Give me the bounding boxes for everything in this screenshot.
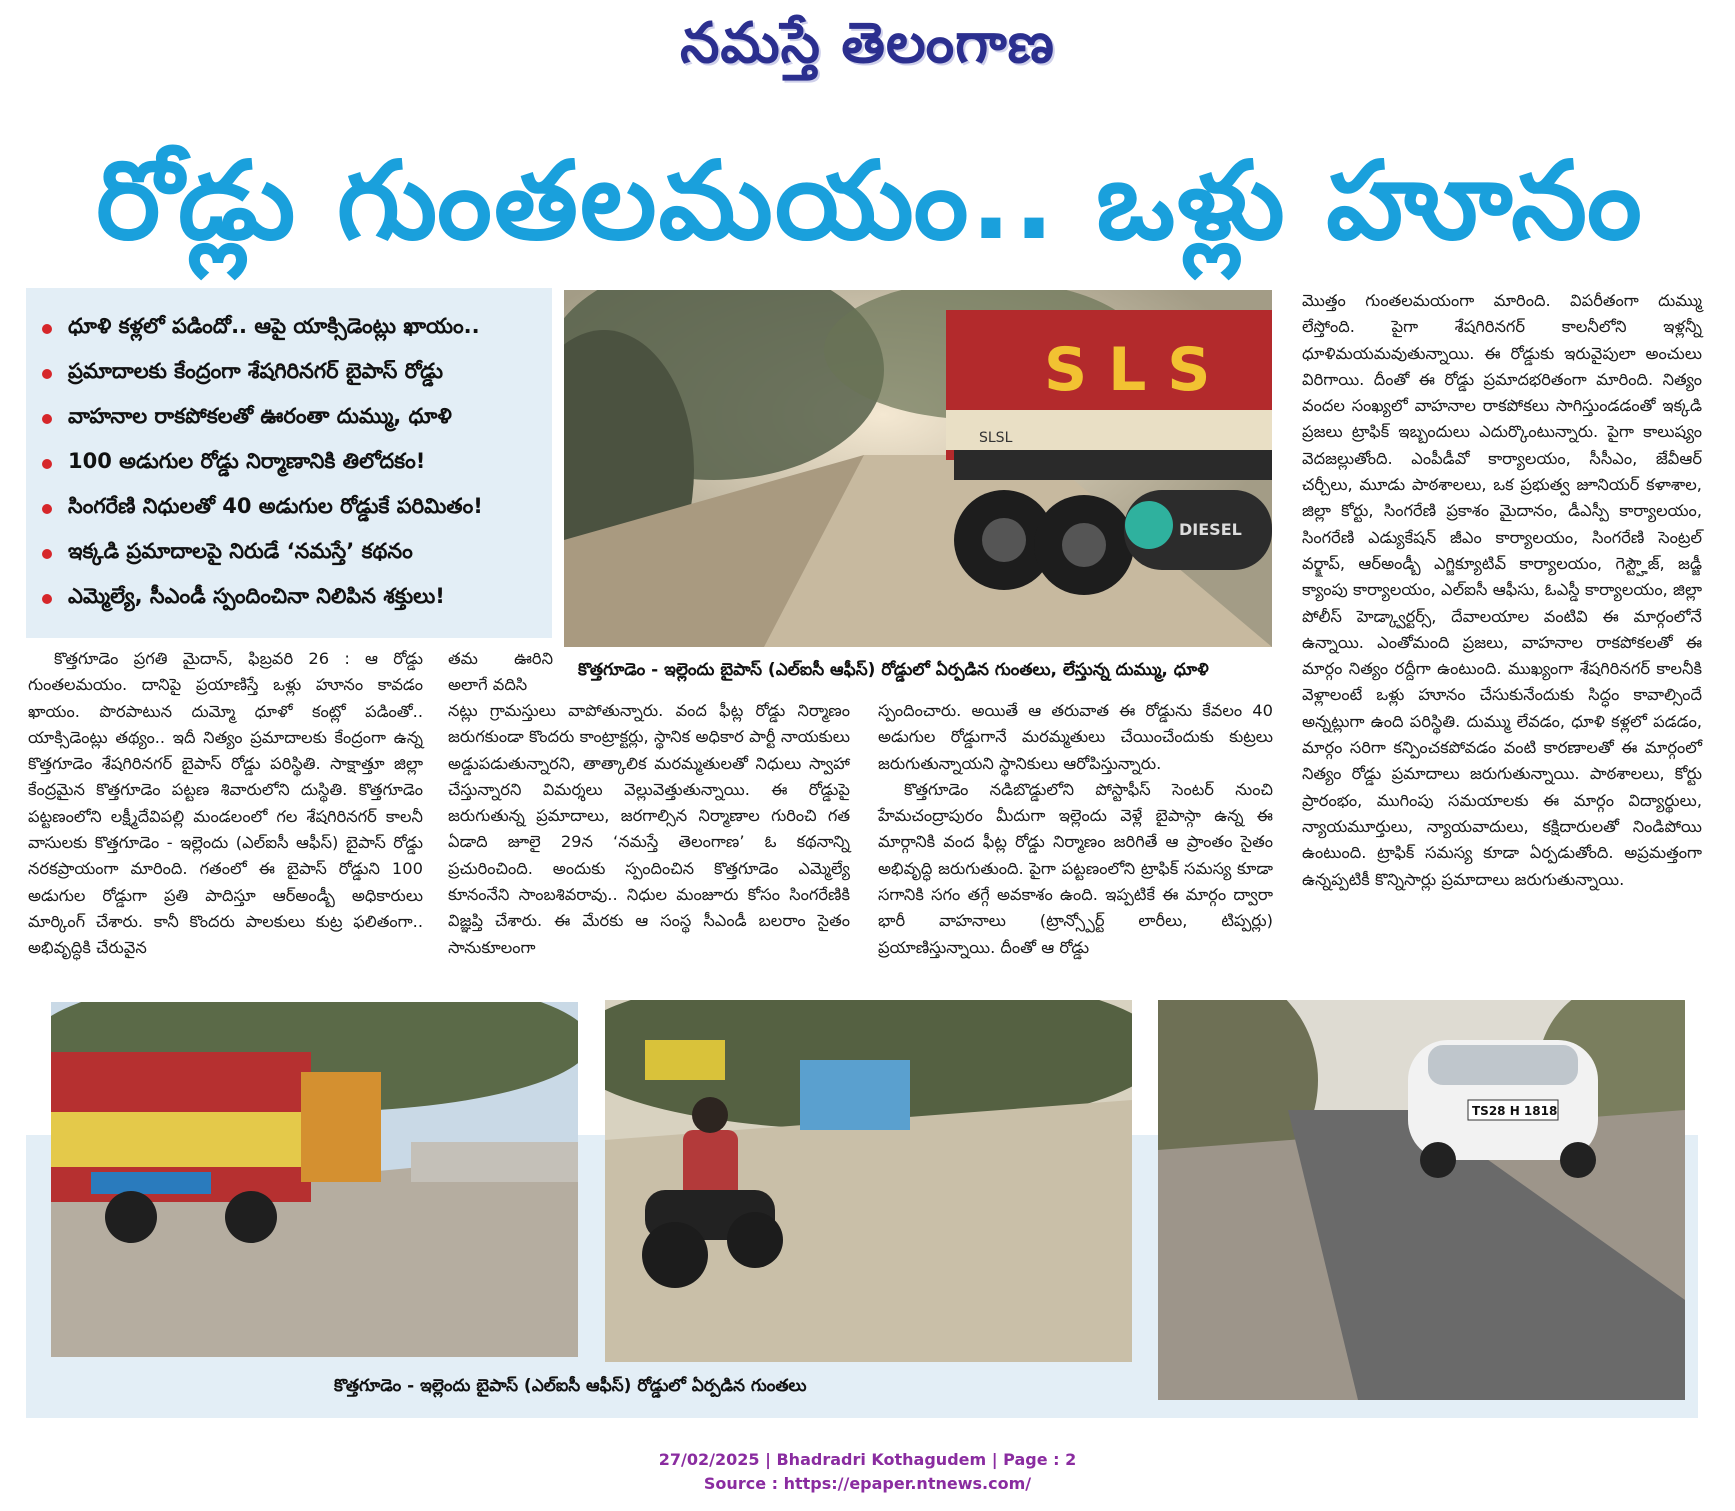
article-paragraph: స్పందించారు. అయితే ఆ తరువాత ఈ రోడ్డును కేవలం 40 అడుగుల రోడ్డుగానే మరమ్మతులు చేయించేందుకు కుట్రలు జరుగుతున్నాయని స్థానికులు ఆరోపిస్తున్నారు. xyxy=(878,701,1273,773)
photo-motorbike-road xyxy=(605,1000,1132,1362)
bullet-icon xyxy=(42,369,52,379)
highlight-text: ప్రమాదాలకు కేంద్రంగా శేషగిరినగర్ బైపాస్ రోడ్డు xyxy=(68,358,443,383)
bullet-icon xyxy=(42,549,52,559)
highlight-text: ధూళి కళ్లలో పడిందో.. ఆపై యాక్సిడెంట్లు ఖాయం.. xyxy=(68,313,480,338)
highlight-item xyxy=(42,351,538,396)
article-column-1 xyxy=(28,646,423,962)
highlight-item xyxy=(42,531,538,576)
article-paragraph: నట్లు గ్రామస్తులు వాపోతున్నారు. వంద ఫీట్ల రోడ్డు నిర్మాణం జరుగకుండా కొందరు కాంట్రాక్టర్లు, స్థానిక అధికార పార్టీ నాయకులు అడ్డుపడుతున్నారని, తాత్కాలిక మరమ్మతులతో నిధులు స్వాహా చేస్తున్నారని విమర్శలు వెల్లువెత్తుతున్నాయి. ఈ రోడ్డుపై జరుగుతున్న ప్రమాదాలు, జరగాల్సిన నిర్మాణాల గురించి గత ఏడాది జూలై 29న ‘నమస్తే తెలంగాణ’ ఓ కథనాన్ని ప్రచురించింది. అందుకు స్పందించిన కొత్తగూడెం ఎమ్మెల్యే కూనంనేని సాంబశివరావు.. నిధుల మంజూరు కోసం సింగరేణికి విజ్ఞప్తి చేశారు. ఈ మేరకు ఆ సంస్థ సీఎండీ బలరాం సైతం సానుకూలంగా xyxy=(448,701,850,957)
truck-plate: SLSL xyxy=(979,430,1013,446)
bullet-icon xyxy=(42,594,52,604)
photo-truck-dusty-road xyxy=(564,290,1272,647)
bullet-icon xyxy=(42,324,52,334)
highlight-item xyxy=(42,486,538,531)
highlight-item xyxy=(42,576,538,621)
article-column-2 xyxy=(448,698,850,961)
article-paragraph: కొత్తగూడెం ప్రగతి మైదాన్, ఫిబ్రవరి 26 : ఆ రోడ్డు గుంతలమయం. దానిపై ప్రయాణిస్తే ఒళ్లు హూనం కావడం ఖాయం. పొరపాటున దుమ్మో ధూళో కంట్లో పడింతో.. యాక్సిడెంట్లు తథ్యం.. ఇదీ నిత్యం ప్రమాదాలకు కేంద్రంగా ఉన్న కొత్తగూడెం శేషగిరినగర్ బైపాస్ రోడ్డు పరిస్థితి. సాక్షాత్తూ జిల్లా కేంద్రమైన కొత్తగూడెం పట్టణ శివారులోని దుస్థితి. కొత్తగూడెం పట్టణంలోని లక్ష్మీదేవిపల్లి మండలంలో గల శేషగిరినగర్ కాలనీ వాసులకు కొత్తగూడెం - ఇల్లెందు (ఎల్ఐసీ ఆఫీస్) బైపాస్ రోడ్డు నరకప్రాయంగా మారింది. గతంలో ఈ బైపాస్ రోడ్డుని 100 అడుగుల రోడ్డుగా ప్రతి పాదిస్తూ ఆర్అండ్బీ అధికారులు మార్కింగ్ చేశారు. కానీ కొందరు పాలకులు కుట్ర ఫలితంగా.. అభివృద్ధికి చేరువైన xyxy=(28,649,423,958)
footer-source-link[interactable]: Source : https://epaper.ntnews.com/ xyxy=(703,1474,1032,1493)
article-column-2-top xyxy=(448,646,553,699)
bullet-icon xyxy=(42,459,52,469)
article-paragraph: తమ ఊరిని అలాగే వదిసి xyxy=(448,649,553,695)
highlight-item xyxy=(42,441,538,486)
photo-lorries-road xyxy=(51,1002,578,1357)
masthead: నమస్తే తెలంగాణ xyxy=(680,10,1055,76)
highlight-text: వాహనాల రాకపోకలతో ఊరంతా దుమ్ము, ధూళి xyxy=(68,403,452,428)
article-column-4 xyxy=(1302,288,1702,893)
highlight-text: సింగరేణి నిధులతో 40 అడుగుల రోడ్డుకే పరిమితం! xyxy=(68,493,483,518)
car-plate: TS28 H 1818 xyxy=(1472,1104,1558,1118)
highlight-text: 100 అడుగుల రోడ్డు నిర్మాణానికి తిలోదకం! xyxy=(68,448,426,473)
highlight-text: ఎమ్మెల్యే, సీఎండీ స్పందించినా నిలిపిన శక్తులు! xyxy=(68,583,445,608)
bullet-icon xyxy=(42,414,52,424)
highlights-box xyxy=(26,288,552,638)
headline: రోడ్లు గుంతలమయం.. ఒళ్లు హూనం xyxy=(96,139,1644,264)
footer-dateline: 27/02/2025 | Bhadradri Kothagudem | Page : 2 xyxy=(658,1450,1077,1469)
bottom-photo-caption: కొత్తగూడెం - ఇల్లెందు బైపాస్ (ఎల్ఐసీ ఆఫీస్) రోడ్డులో ఏర్పడిన గుంతలు xyxy=(334,1376,807,1396)
article-paragraph: కొత్తగూడెం నడిబొడ్డులోని పోస్టాఫీస్ సెంటర్ నుంచి హేమచంద్రాపురం మీదుగా ఇల్లెందు వెళ్లే బైపాస్గా ఉన్న ఈ మార్గానికి వంద ఫీట్ల రోడ్డు నిర్మాణం జరిగితే ఆ ప్రాంతం సైతం అభివృద్ధి జరుగుతుంది. పైగా పట్టణంలోని ట్రాఫిక్ సమస్య కూడా సగానికి సగం తగ్గే అవకాశం ఉంది. ఇప్పటికే ఈ మార్గం ద్వారా భారీ వాహనాలు (ట్రాన్స్పోర్ట్ లారీలు, టిప్పర్లు) ప్రయాణిస్తున్నాయి. దీంతో ఆ రోడ్డు xyxy=(878,779,1273,957)
photo-car-broken-road xyxy=(1158,1000,1685,1400)
diesel-label: DIESEL xyxy=(1179,520,1242,539)
article-paragraph: మొత్తం గుంతలమయంగా మారింది. విపరీతంగా దుమ్ము లేస్తోంది. పైగా శేషగిరినగర్ కాలనీలోని ఇళ్లన్నీ ధూళిమయమవుతున్నాయి. ఈ రోడ్డుకు ఇరువైపులా అంచులు విరిగాయి. దీంతో ఈ రోడ్డు ప్రమాదభరితంగా మారింది. నిత్యం వందల సంఖ్యలో వాహనాల రాకపోకలు సాగిస్తుండడంతో ఇక్కడి ప్రజలు ట్రాఫిక్ ఇబ్బందులు ఎదుర్కొంటున్నారు. పైగా కాలుష్యం వెదజల్లుతోంది. ఎంపీడీవో కార్యాలయం, సీసీఎం, జేవీఆర్ చర్చీలు, మూడు పాఠశాలలు, ఒక ప్రభుత్వ జూనియర్ కళాశాల, జిల్లా కోర్టు, సింగరేణి ప్రకాశం మైదానం, డీఎస్పీ కార్యాలయం, సింగరేణి ఎడ్యుకేషన్ జీఎం కార్యాలయం, సింగరేణి సెంట్రల్ వర్క్షాప్, ఆర్అండ్బీ ఎగ్జిక్యూటివ్ కార్యాలయం, గెస్ట్హౌజ్, జడ్జీ క్యాంపు కార్యాలయం, ఎల్ఐసీ ఆఫీసు, ఓఎస్డీ కార్యాలయం, జిల్లా పోలీస్ హెడ్క్వార్టర్స్, దేవాలయాల వంటివి ఈ మార్గంలోనే ఉన్నాయి. ఎంతోమంది ప్రజలు, వాహనాల రాకపోకలతో ఈ మార్గం నిత్యం రద్దీగా ఉంటుంది. ముఖ్యంగా శేషగిరినగర్ కాలనీకి వెళ్లాలంటే ఒళ్లు హూనం చేసుకునేందుకు సిద్ధం కావాల్సిందే అన్నట్లుగా ఉంది పరిస్థితి. దుమ్ము లేవడం, ధూళి కళ్లలో పడడం, మార్గం సరిగా కన్పించకపోవడం వంటి కారణాలతో ఈ మార్గంలో నిత్యం రోడ్డు ప్రమాదాలు జరుగుతున్నాయి. పాఠశాలలు, కోర్టు ప్రారంభం, ముగింపు సమయాలకు ఈ మార్గం విద్యార్థులు, న్యాయమూర్తులు, న్యాయవాదులు, కక్షిదారులతో నిండిపోయి ఉంటుంది. ట్రాఫిక్ సమస్య కూడా ఏర్పడుతోంది. అప్రమత్తంగా ఉన్నప్పటికీ కొన్నిసార్లు ప్రమాదాలు జరుగుతున్నాయి. xyxy=(1302,291,1702,889)
highlight-text: ఇక్కడి ప్రమాదాలపై నిరుడే ‘నమస్తే’ కథనం xyxy=(68,538,413,563)
bullet-icon xyxy=(42,504,52,514)
top-photo-caption: కొత్తగూడెం - ఇల్లెందు బైపాస్ (ఎల్ఐసీ ఆఫీస్) రోడ్డులో ఏర్పడిన గుంతలు, లేస్తున్న దుమ్ము, ధూళి xyxy=(578,660,1209,680)
highlight-item xyxy=(42,396,538,441)
article-column-3 xyxy=(878,698,1273,961)
truck-letters: S L S xyxy=(1044,335,1211,405)
highlight-item xyxy=(42,306,538,351)
